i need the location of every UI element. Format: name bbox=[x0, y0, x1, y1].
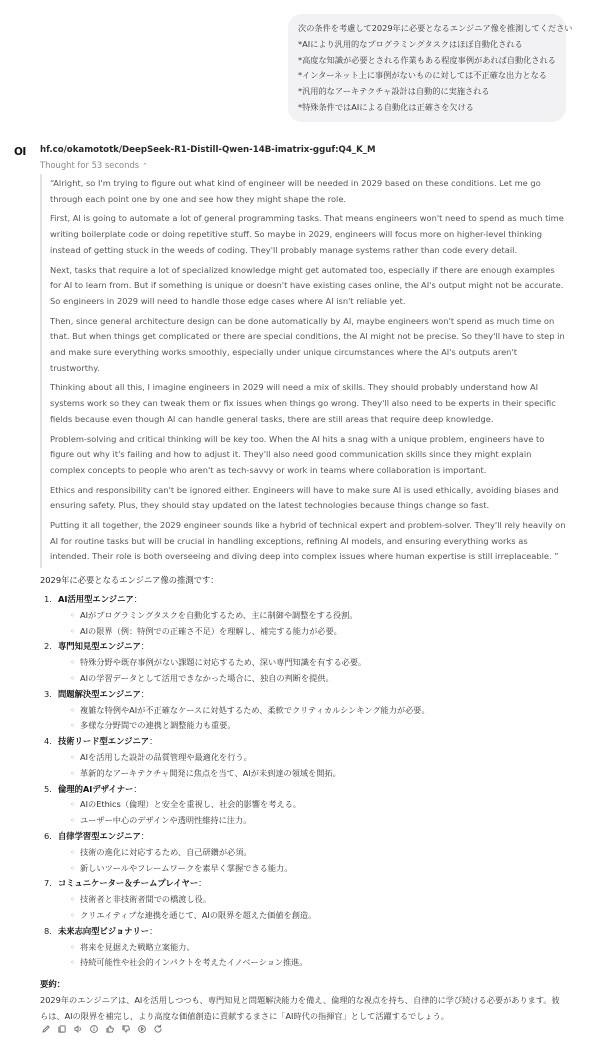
reasoning-paragraph: Then, since general architecture design can be done automatically by AI, maybe engineers won't spend as much time on that. But when things get complicated or there are special conditions, the AI might not be precise. So they'll have to step in and make sure everything works smoothly, especially under unique circumstances where the AI's outputs aren't trustworthy. bbox=[50, 315, 565, 373]
reasoning-block bbox=[40, 174, 568, 568]
user-message-line: *特殊条件ではAIによる自動化は正確さを欠ける bbox=[298, 101, 474, 112]
item-point: ◦ AIを活用した設計の品質管理や最適化を行う。 bbox=[70, 750, 568, 766]
continue-icon[interactable] bbox=[136, 1023, 148, 1035]
item-point: ◦ クリエイティブな連携を通じて、AIの限界を超えた価値を創造。 bbox=[70, 908, 568, 924]
item-point: ◦ AIがプログラミングタスクを自動化するため、主に制御や調整をする役割。 bbox=[70, 608, 568, 624]
item-point: ◦ 特殊分野や既存事例がない課題に対応するため、深い専門知識を有する必要。 bbox=[70, 655, 568, 671]
edit-icon[interactable] bbox=[40, 1023, 52, 1035]
item-point: ◦ 新しいツールやフレームワークを素早く掌握できる能力。 bbox=[70, 861, 568, 877]
item-number: 1. bbox=[44, 594, 52, 604]
item-point: ◦ 持続可能性や社会的インパクトを考えたイノベーション推進。 bbox=[70, 955, 568, 971]
item-title: 倫理的AIデザイナー： bbox=[58, 783, 142, 794]
item-title: 専門知見型エンジニア： bbox=[58, 641, 150, 652]
answer-item bbox=[40, 734, 568, 781]
reasoning-paragraph: Ethics and responsibility can't be ignored either. Engineers will have to make sure AI is used ethically, avoiding biases and ensuring safety. Plus, they should stay updated on the latest technologies because things change so fast. bbox=[50, 484, 559, 511]
item-point: ◦ 技術者と非技術者間での橋渡し役。 bbox=[70, 892, 568, 908]
user-message-line: *汎用的なアーキテクチャ設計は自動的に実施される bbox=[298, 86, 490, 97]
item-point: ◦ ユーザー中心のデザインや透明性維持に注力。 bbox=[70, 813, 568, 829]
item-number: 4. bbox=[44, 736, 52, 747]
item-point: ◦ AIのEthics（倫理）と安全を重視し、社会的影響を考える。 bbox=[70, 797, 568, 813]
thought-toggle[interactable] bbox=[40, 160, 148, 170]
read-aloud-icon[interactable] bbox=[72, 1023, 84, 1035]
item-point: ◦ 複雑な特例やAIが不正確なケースに対処するため、柔軟でクリティカルシンキング能力が必要。 bbox=[70, 703, 568, 719]
answer-item bbox=[40, 687, 568, 734]
user-message-line: *AIにより汎用的なプログラミングタスクはほぼ自動化される bbox=[298, 38, 523, 49]
info-icon[interactable] bbox=[88, 1023, 100, 1035]
answer-item bbox=[40, 592, 568, 639]
user-message-line: 次の条件を考慮して2029年に必要となるエンジニア像を推測してください bbox=[298, 23, 573, 33]
summary-text: 2029年のエンジニアは、AIを活用しつつも、専門知見と問題解決能力を備え、倫理的な視点を持ち、自律的に学び続ける必要があります。彼らは、AIの限界を補完し、より高度な価値創造に貢献するまさに「AI時代の指揮官」として活躍するでしょう。 bbox=[40, 995, 560, 1022]
answer-item bbox=[40, 829, 568, 876]
answer-item bbox=[40, 924, 568, 971]
item-title: 未来志向型ビジョナリー： bbox=[58, 925, 158, 936]
message-action-toolbar bbox=[40, 1023, 164, 1035]
answer-item bbox=[40, 876, 568, 923]
item-number: 3. bbox=[44, 688, 52, 699]
chevron-up-icon: ⌃ bbox=[142, 162, 149, 170]
user-message-line: *高度な知識が必要とされる作業もある程度事例があれば自動化される bbox=[298, 54, 556, 65]
item-title: 技術リード型エンジニア： bbox=[58, 736, 158, 747]
answer-item bbox=[40, 782, 568, 829]
reasoning-paragraph: Putting it all together, the 2029 engineer sounds like a hybrid of technical expert and problem-solver. They'll rely heavily on AI for routine tasks but will be crucial in handling exceptions, refining AI models, and ensuring everything works as intended. Their role is both overseeing and diving deep into complex issues where human expertise is still irreplaceable. ” bbox=[50, 520, 566, 562]
item-point: ◦ 将来を見据えた戦略立案能力。 bbox=[70, 940, 568, 956]
answer-item bbox=[40, 639, 568, 686]
item-point: ◦ 革新的なアーキテクチャ開発に焦点を当て、AIが未到達の領域を開拓。 bbox=[70, 766, 568, 782]
user-message-bubble bbox=[288, 14, 573, 122]
thought-label: Thought for 53 seconds bbox=[40, 160, 140, 170]
answer-list bbox=[40, 592, 568, 971]
item-title: 問題解決型エンジニア： bbox=[58, 688, 150, 699]
thumbs-up-icon[interactable] bbox=[104, 1023, 116, 1035]
user-message-line: *インターネット上に事例がないものに対しては不正確な出力となる bbox=[298, 70, 547, 81]
item-number: 7. bbox=[44, 878, 52, 889]
item-title: 自律学習型エンジニア： bbox=[58, 830, 150, 841]
item-number: 5. bbox=[44, 783, 52, 794]
answer-content bbox=[40, 573, 568, 1024]
model-name: hf.co/okamototk/DeepSeek-R1-Distill-Qwen-14B-imatrix-gguf:Q4_K_M bbox=[40, 145, 376, 155]
item-number: 2. bbox=[44, 641, 52, 652]
reasoning-paragraph: “Alright, so I'm trying to figure out what kind of engineer will be needed in 2029 based on these conditions. Let me go through each point one by one and see how they might shape the role. bbox=[50, 178, 541, 204]
reasoning-paragraph: Thinking about all this, I imagine engineers in 2029 will need a mix of skills. They should probably understand how AI systems work so they can tweak them or fix issues when things go wrong. They'll also need to be experts in their specific fields because even though AI can handle general tasks, there are still areas that require deep knowledge. bbox=[50, 382, 556, 424]
regenerate-icon[interactable] bbox=[152, 1023, 164, 1035]
item-number: 6. bbox=[44, 830, 52, 841]
item-point: ◦ AIの限界（例：特例での正確さ不足）を理解し、補完する能力が必要。 bbox=[70, 624, 568, 640]
item-point: ◦ AIの学習データとして活用できなかった場合に、独自の判断を提供。 bbox=[70, 671, 568, 687]
item-title: AI活用型エンジニア： bbox=[58, 594, 142, 604]
item-title: コミュニケーター＆チームプレイヤー： bbox=[58, 878, 207, 889]
summary-title: 要約： bbox=[40, 979, 66, 990]
assistant-avatar: OI bbox=[14, 146, 26, 158]
reasoning-paragraph: First, AI is going to automate a lot of general programming tasks. That means engineers won't need to spend as much time writing boilerplate code or doing repetitive stuff. So maybe in 2029, engineers will focus more on higher-level thinking instead of getting stuck in the weeds of coding. They'll probably manage systems rather than code every detail. bbox=[50, 213, 564, 255]
item-point: ◦ 技術の進化に対応するため、自己研鑽が必須。 bbox=[70, 845, 568, 861]
reasoning-paragraph: Next, tasks that require a lot of specialized knowledge might get automated too, especially if there are enough examples for AI to learn from. But if something is unique or doesn't have existing cases online, the AI's output might not be accurate. So engineers in 2029 will need to handle those edge cases where AI isn't reliable yet. bbox=[50, 264, 564, 306]
thumbs-down-icon[interactable] bbox=[120, 1023, 132, 1035]
item-point: ◦ 多様な分野間での連携と調整能力も重要。 bbox=[70, 718, 568, 734]
answer-intro: 2029年に必要となるエンジニア像の推測です： bbox=[40, 575, 219, 585]
copy-icon[interactable] bbox=[56, 1023, 68, 1035]
item-number: 8. bbox=[44, 925, 52, 936]
reasoning-paragraph: Problem-solving and critical thinking will be key too. When the AI hits a snag with a unique problem, engineers have to figure out why it's failing and how to adjust it. They'll also need good communication skills since they might explain complex concepts to people who aren't as tech-savvy or work in teams where collaboration is important. bbox=[50, 433, 545, 475]
